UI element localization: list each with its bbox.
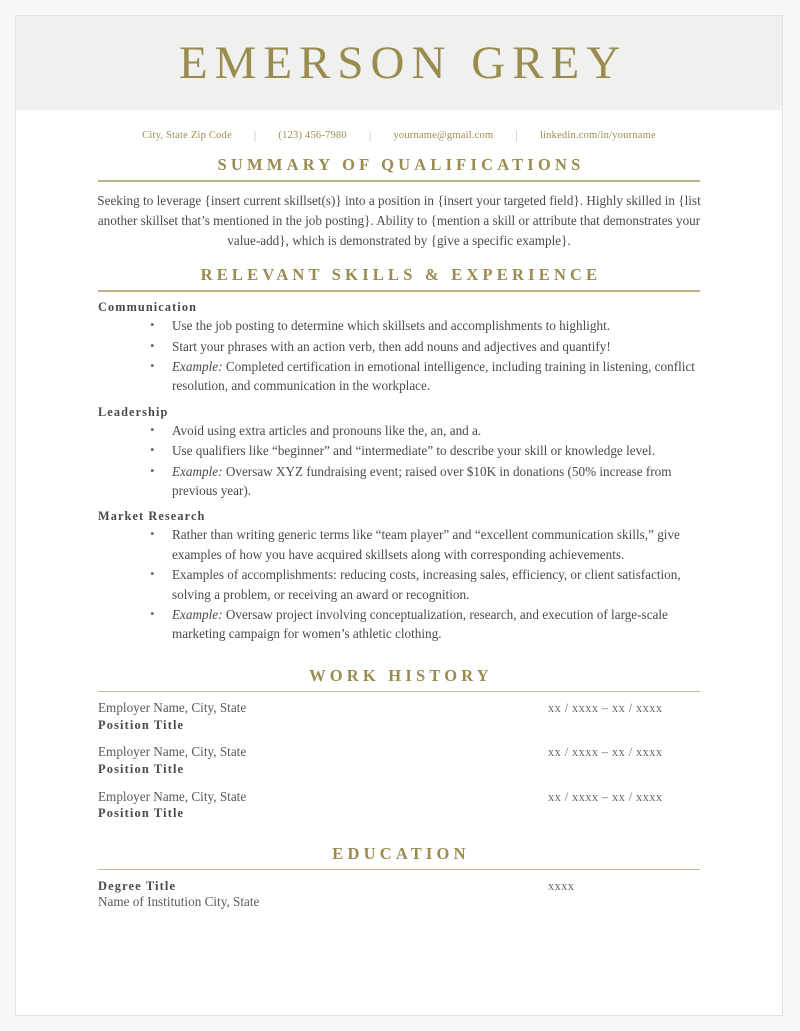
graduation-year: xxxx (548, 879, 575, 894)
bullet-text: Use the job posting to determine which skillsets and accomplishments to highlight. (172, 318, 611, 334)
skills-body (98, 300, 700, 644)
position-title: Position Title (98, 806, 185, 821)
bullet-text: Use qualifiers like “beginner” and “intermediate” to describe your skill or knowledge level. (172, 443, 655, 459)
page-title: EMERSON GREY (178, 36, 628, 89)
employment-dates: xx / xxxx – xx / xxxx (548, 701, 663, 716)
contact-row (16, 129, 782, 141)
bullet-text: Oversaw XYZ fundraising event; raised over $10K in donations (50% increase from previous year). (172, 463, 672, 499)
work-entry-details (98, 789, 548, 822)
section-divider (98, 290, 700, 292)
contact-email[interactable]: yourname@gmail.com (393, 129, 494, 141)
summary-section-title: SUMMARY OF QUALIFICATIONS (217, 155, 585, 174)
contact-separator: | (253, 128, 257, 142)
skill-bullet-list (98, 421, 700, 501)
employment-dates: xx / xxxx – xx / xxxx (548, 745, 663, 760)
work-history-row (98, 744, 700, 777)
contact-location: City, State Zip Code (142, 129, 232, 141)
contact-separator: | (515, 128, 518, 142)
bullet-text: Avoid using extra articles and pronouns like the, an, and a. (172, 422, 482, 438)
bullet-text: Completed certification in emotional intelligence, including training in listening, conflict resolution, and communication in the workplace. (172, 359, 695, 394)
work-history-section-title: WORK HISTORY (309, 665, 493, 685)
work-history-entries (98, 700, 700, 821)
work-history-row (98, 789, 700, 822)
list-item (150, 565, 700, 604)
work-entry-details (98, 744, 548, 777)
summary-text: Seeking to leverage {insert current skillset(s)} into a position in {insert your targeted field}. Highly skilled in {list another skillset that’s mentioned in the job posting}. Ability to {mention a skill or attribute that demonstrates your value-add}, which is demonstrated by {give a specific example}. (97, 193, 701, 249)
position-title: Position Title (98, 762, 185, 777)
skill-bullet-list (98, 525, 700, 643)
institution-name: Name of Institution City, State (98, 894, 260, 910)
contact-separator: | (368, 128, 372, 142)
education-row (98, 878, 700, 911)
summary-section (16, 155, 782, 251)
skill-group-leadership (98, 405, 700, 501)
work-history-section (16, 666, 782, 822)
contact-phone[interactable]: (123) 456-7980 (278, 129, 347, 141)
skill-group-market-research (98, 509, 700, 643)
list-item (150, 605, 700, 644)
name-header-band (16, 16, 782, 110)
degree-title: Degree Title (98, 879, 177, 894)
work-history-row (98, 700, 700, 733)
bullet-lead: Example: (172, 359, 223, 374)
section-divider (98, 869, 700, 871)
skill-bullet-list (98, 316, 700, 396)
list-item (150, 462, 700, 501)
skill-group-heading: Communication (98, 300, 198, 315)
contact-linkedin[interactable]: linkedin.com/in/yourname (539, 129, 656, 141)
resume-page (16, 16, 782, 1015)
bullet-text: Examples of accomplishments: reducing costs, increasing sales, efficiency, or client satisfaction, solving a problem, or receiving an award or recognition. (172, 567, 681, 602)
list-item (150, 441, 700, 460)
bullet-text: Start your phrases with an action verb, then add nouns and adjectives and quantify! (172, 338, 611, 354)
bullet-lead: Example: (172, 607, 223, 623)
work-entry-details (98, 700, 548, 733)
employment-dates: xx / xxxx – xx / xxxx (548, 789, 663, 804)
skill-group-communication (98, 300, 700, 396)
education-entry-details (98, 878, 548, 911)
skills-section-title: RELEVANT SKILLS & EXPERIENCE (200, 265, 602, 285)
employer-name: Employer Name, City, State (98, 744, 247, 760)
list-item (150, 525, 700, 564)
skill-group-heading: Leadership (98, 404, 169, 419)
list-item (150, 357, 700, 396)
list-item (150, 421, 700, 440)
education-section-title: EDUCATION (332, 843, 470, 863)
employer-name: Employer Name, City, State (98, 788, 247, 804)
list-item (150, 337, 700, 356)
skill-group-heading: Market Research (98, 509, 206, 524)
employer-name: Employer Name, City, State (98, 700, 247, 716)
section-divider (98, 180, 700, 182)
list-item (150, 316, 700, 335)
bullet-text: Oversaw project involving conceptualization, research, and execution of large-scale marketing campaign for women’s athletic clothing. (172, 607, 668, 642)
skills-section (16, 265, 782, 644)
section-divider (98, 691, 700, 693)
bullet-text: Rather than writing generic terms like “team player” and “excellent communication skills,” give examples of how you have acquired skillsets along with corresponding achievements. (172, 527, 680, 562)
bullet-lead: Example: (172, 463, 223, 479)
position-title: Position Title (98, 718, 185, 733)
education-entries (98, 878, 700, 911)
education-section (16, 844, 782, 912)
